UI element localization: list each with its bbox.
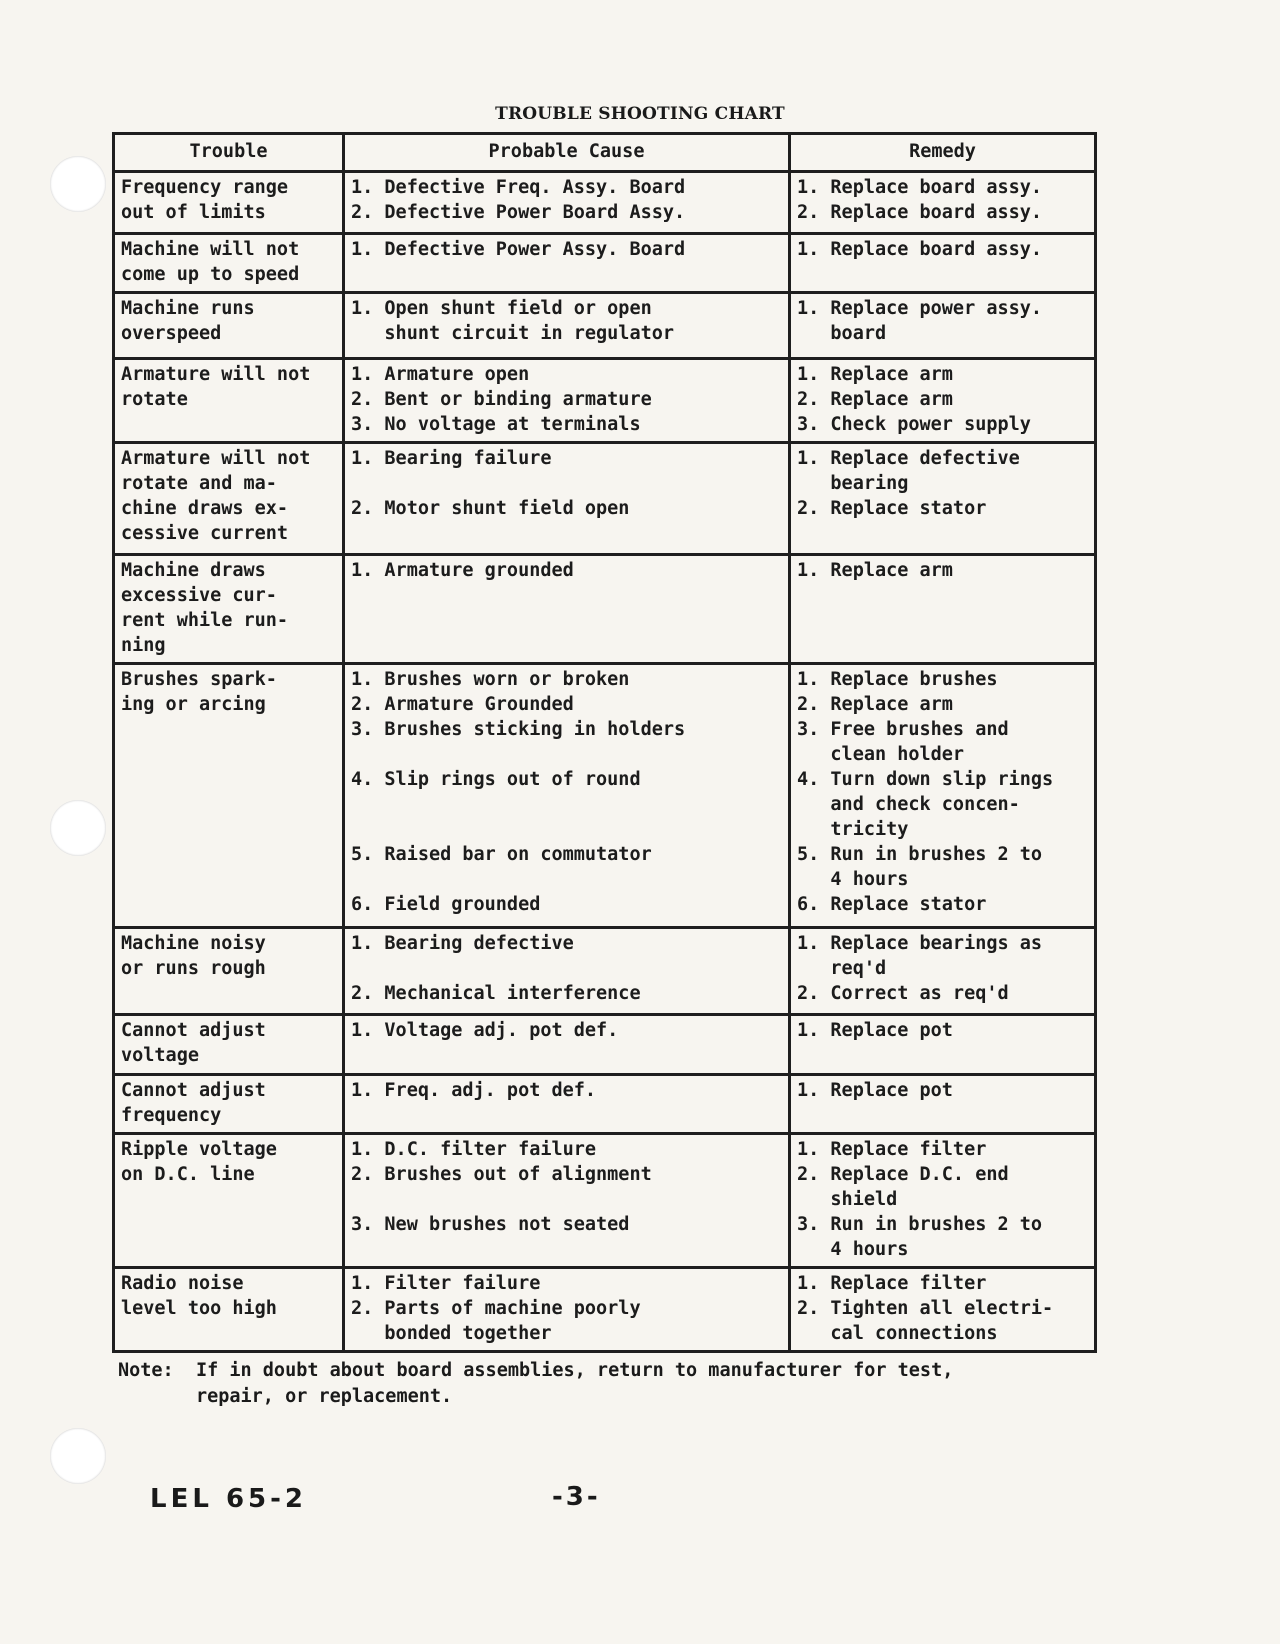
remedy-cell: 1. Replace pot: [790, 1015, 1096, 1075]
table-row: [114, 928, 1096, 1015]
trouble-cell: Machine will not come up to speed: [114, 234, 344, 293]
punch-hole-top: [50, 156, 106, 212]
remedy-cell: 1. Replace filter 2. Tighten all electri- cal connections: [790, 1268, 1096, 1352]
remedy-cell: 1. Replace filter 2. Replace D.C. end shield 3. Run in brushes 2 to 4 hours: [790, 1134, 1096, 1268]
cause-cell: 1. Open shunt field or open shunt circuit in regulator: [344, 293, 790, 359]
punch-hole-bottom: [50, 1428, 106, 1484]
remedy-cell: 1. Replace pot: [790, 1075, 1096, 1134]
header-trouble: Trouble: [114, 134, 344, 172]
table-row: [114, 664, 1096, 928]
table-row: [114, 293, 1096, 359]
table-row: [114, 1015, 1096, 1075]
cause-cell: 1. Voltage adj. pot def.: [344, 1015, 790, 1075]
footnote: Note: If in doubt about board assemblies, return to manufacturer for test, repair, or replacement.: [118, 1360, 954, 1407]
remedy-cell: 1. Replace brushes 2. Replace arm 3. Free brushes and clean holder 4. Turn down slip rings and check concen- tricity 5. Run in brushes 2 to 4 hours 6. Replace stator: [790, 664, 1096, 928]
cause-cell: 1. Armature open 2. Bent or binding armature 3. No voltage at terminals: [344, 359, 790, 443]
page-number: -3-: [552, 1482, 601, 1512]
table-row: [114, 1134, 1096, 1268]
table-row: [114, 172, 1096, 234]
trouble-cell: Armature will not rotate: [114, 359, 344, 443]
cause-cell: 1. Bearing defective 2. Mechanical interference: [344, 928, 790, 1015]
cause-cell: 1. Bearing failure 2. Motor shunt field open: [344, 443, 790, 555]
trouble-cell: Armature will not rotate and ma- chine draws ex- cessive current: [114, 443, 344, 555]
table-row: [114, 443, 1096, 555]
trouble-cell: Machine runs overspeed: [114, 293, 344, 359]
trouble-cell: Ripple voltage on D.C. line: [114, 1134, 344, 1268]
cause-cell: 1. Defective Freq. Assy. Board 2. Defective Power Board Assy.: [344, 172, 790, 234]
table-row: [114, 1268, 1096, 1352]
trouble-cell: Brushes spark- ing or arcing: [114, 664, 344, 928]
cause-cell: 1. D.C. filter failure 2. Brushes out of alignment 3. New brushes not seated: [344, 1134, 790, 1268]
remedy-cell: 1. Replace bearings as req'd 2. Correct as req'd: [790, 928, 1096, 1015]
cause-cell: 1. Defective Power Assy. Board: [344, 234, 790, 293]
trouble-shooting-table: [112, 132, 1097, 1353]
header-probable-cause: Probable Cause: [344, 134, 790, 172]
remedy-cell: 1. Replace power assy. board: [790, 293, 1096, 359]
table-row: [114, 1075, 1096, 1134]
cause-cell: 1. Filter failure 2. Parts of machine poorly bonded together: [344, 1268, 790, 1352]
table-row: [114, 555, 1096, 664]
cause-cell: 1. Brushes worn or broken 2. Armature Grounded 3. Brushes sticking in holders 4. Slip rings out of round 5. Raised bar on commutator 6. Field grounded: [344, 664, 790, 928]
remedy-cell: 1. Replace arm: [790, 555, 1096, 664]
cause-cell: 1. Freq. adj. pot def.: [344, 1075, 790, 1134]
remedy-cell: 1. Replace arm 2. Replace arm 3. Check power supply: [790, 359, 1096, 443]
trouble-cell: Cannot adjust voltage: [114, 1015, 344, 1075]
remedy-cell: 1. Replace defective bearing 2. Replace stator: [790, 443, 1096, 555]
trouble-cell: Cannot adjust frequency: [114, 1075, 344, 1134]
cause-cell: 1. Armature grounded: [344, 555, 790, 664]
page-title: TROUBLE SHOOTING CHART: [495, 104, 785, 124]
remedy-cell: 1. Replace board assy. 2. Replace board assy.: [790, 172, 1096, 234]
trouble-cell: Machine noisy or runs rough: [114, 928, 344, 1015]
trouble-cell: Frequency range out of limits: [114, 172, 344, 234]
punch-hole-middle: [50, 800, 106, 856]
trouble-cell: Machine draws excessive cur- rent while run- ning: [114, 555, 344, 664]
table-row: [114, 234, 1096, 293]
trouble-cell: Radio noise level too high: [114, 1268, 344, 1352]
table-row: [114, 359, 1096, 443]
remedy-cell: 1. Replace board assy.: [790, 234, 1096, 293]
header-remedy: Remedy: [790, 134, 1096, 172]
document-code: LEL 65-2: [150, 1484, 308, 1514]
table-header-row: [114, 134, 1096, 172]
